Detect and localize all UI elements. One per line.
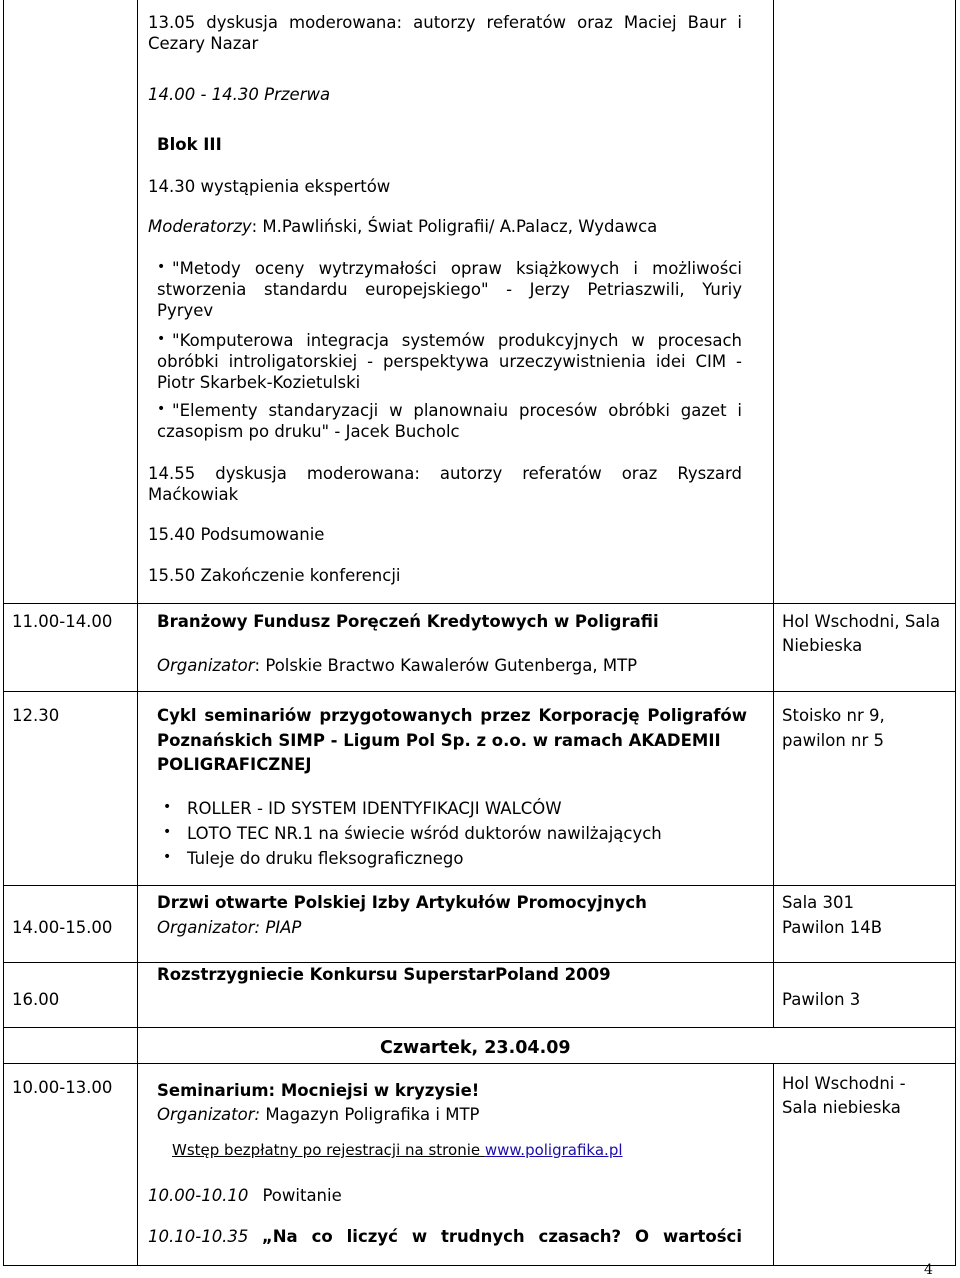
row-1-time: 11.00-14.00	[12, 612, 113, 631]
row-2-item: ROLLER - ID SYSTEM IDENTYFIKACJI WALCÓW	[187, 799, 562, 818]
row-2-item: LOTO TEC NR.1 na świecie wśród duktorów nawilżających	[187, 824, 662, 843]
row-3-organizer: Organizator: PIAP	[157, 918, 302, 937]
talk-2-line-3: Piotr Skarbek-Kozietulski	[157, 373, 361, 392]
row-5-organizer-text: Magazyn Poligrafika i MTP	[260, 1105, 480, 1124]
row-divider	[3, 691, 956, 692]
table-border-right	[955, 0, 956, 1266]
moderators-text: : M.Pawliński, Świat Poligrafii/ A.Palacz, Wydawca	[251, 217, 658, 236]
row-3-place-line-2: Pawilon 14B	[782, 918, 883, 937]
moderators-line	[148, 216, 657, 237]
row-2-title-line-2: Poznańskich SIMP - Ligum Pol Sp. z o.o. w ramach AKADEMII	[157, 731, 721, 750]
bullet-icon: •	[157, 401, 166, 417]
day-heading: Czwartek, 23.04.09	[380, 1038, 571, 1058]
row-2-item: Tuleje do druku fleksograficznego	[187, 849, 464, 868]
table-border-bottom	[3, 1265, 956, 1266]
row-2-time: 12.30	[12, 706, 60, 725]
row-2-title-line-3: POLIGRAFICZNEJ	[157, 755, 312, 774]
experts-line: 14.30 wystąpienia ekspertów	[148, 177, 391, 196]
row-1-organizer	[157, 655, 637, 676]
row-1-title: Branżowy Fundusz Poręczeń Kredytowych w Poligrafii	[157, 612, 659, 631]
row-4-time: 16.00	[12, 990, 60, 1009]
registration-link[interactable]: www.poligrafika.pl	[484, 1141, 623, 1159]
row-4-place: Pawilon 3	[782, 990, 861, 1009]
talk-2-line-2: obróbki introligatorskiej - perspektywa urzeczywistnienia idei CIM -	[157, 352, 742, 371]
row-2-place-line-2: pawilon nr 5	[782, 731, 885, 750]
talk-time: 10.10-10.35	[148, 1227, 249, 1246]
row-1-organizer-text: : Polskie Bractwo Kawalerów Gutenberga, MTP	[254, 656, 638, 675]
discussion-line-2: Cezary Nazar	[148, 34, 259, 53]
page-number: 4	[924, 1262, 933, 1278]
row-divider	[3, 885, 956, 886]
welcome-text: Powitanie	[262, 1186, 342, 1205]
row-1-organizer-label: Organizator	[157, 656, 255, 675]
bullet-icon: •	[157, 331, 166, 347]
table-border-left	[3, 0, 4, 1266]
row-5-time: 10.00-13.00	[12, 1078, 113, 1097]
bullet-icon: •	[163, 799, 172, 815]
summary-line: 15.40 Podsumowanie	[148, 525, 325, 544]
row-3-place-line-1: Sala 301	[782, 893, 855, 912]
bullet-icon: •	[163, 849, 172, 865]
discussion-2-line-1: 14.55 dyskusja moderowana: autorzy referatów oraz Ryszard	[148, 464, 742, 483]
row-4-title: Rozstrzygniecie Konkursu SuperstarPoland 2009	[157, 965, 611, 984]
talk-3-line-2: czasopism po druku" - Jacek Bucholc	[157, 422, 460, 441]
row-1-place-line-2: Niebieska	[782, 636, 863, 655]
talk-title: „Na co liczyć w trudnych czasach? O wartości	[261, 1227, 742, 1246]
column-divider-2b	[773, 1063, 774, 1266]
moderators-label: Moderatorzy	[148, 217, 252, 236]
talk-line	[148, 1226, 742, 1247]
closing-line: 15.50 Zakończenie konferencji	[148, 566, 401, 585]
row-5-place-line-2: Sala niebieska	[782, 1098, 901, 1117]
block-heading: Blok III	[157, 135, 222, 154]
column-divider-1	[137, 0, 138, 1266]
talk-1-line-3: Pyryev	[157, 301, 214, 320]
row-divider	[3, 603, 956, 604]
row-5-organizer	[157, 1104, 480, 1125]
discussion-2-line-2: Maćkowiak	[148, 485, 239, 504]
talk-2-line-1: "Komputerowa integracja systemów produkcyjnych w procesach	[172, 331, 742, 350]
row-2-title-line-1: Cykl seminariów przygotowanych przez Korporację Poligrafów	[157, 706, 747, 725]
discussion-line-1: 13.05 dyskusja moderowana: autorzy referatów oraz Maciej Baur i	[148, 13, 742, 32]
bullet-icon: •	[163, 824, 172, 840]
registration-text: Wstęp bezpłatny po rejestracji na stronie	[172, 1141, 485, 1159]
welcome-line	[148, 1185, 342, 1206]
row-5-title: Seminarium: Mocniejsi w kryzysie!	[157, 1081, 480, 1100]
row-3-time: 14.00-15.00	[12, 918, 113, 937]
column-divider-2	[773, 0, 774, 1027]
talk-1-line-2: stworzenia standardu europejskiego" - Jerzy Petriaszwili, Yuriy	[157, 280, 742, 299]
row-5-place-line-1: Hol Wschodni -	[782, 1074, 906, 1093]
row-divider	[3, 962, 956, 963]
welcome-time: 10.00-10.10	[148, 1186, 249, 1205]
registration-line	[172, 1140, 623, 1161]
row-5-organizer-label: Organizator:	[157, 1105, 261, 1124]
talk-3-line-1: "Elementy standaryzacji w planownaiu procesów obróbki gazet i	[172, 401, 742, 420]
bullet-icon: •	[157, 259, 166, 275]
row-divider	[3, 1063, 956, 1064]
row-2-place-line-1: Stoisko nr 9,	[782, 706, 885, 725]
talk-1-line-1: "Metody oceny wytrzymałości opraw książkowych i możliwości	[172, 259, 742, 278]
row-divider	[3, 1027, 956, 1028]
break-line: 14.00 - 14.30 Przerwa	[148, 85, 331, 104]
row-3-title: Drzwi otwarte Polskiej Izby Artykułów Promocyjnych	[157, 893, 647, 912]
row-1-place-line-1: Hol Wschodni, Sala	[782, 612, 941, 631]
